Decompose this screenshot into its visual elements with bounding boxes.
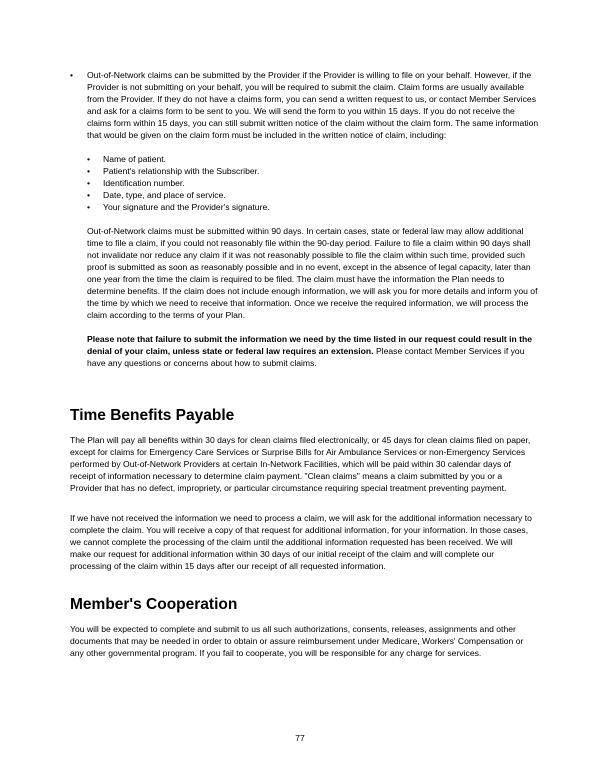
notice-bold-text: Please note that failure to submit the information we need by the time listed in our request could result in the denial of your claim, unless state or federal law requires an extension. — [87, 334, 533, 356]
bullet-icon: • — [87, 154, 91, 164]
claim-notice-paragraph — [87, 333, 540, 369]
list-item: • Patient's relationship with the Subscriber. — [87, 166, 260, 176]
section-heading-member-cooperation: Member's Cooperation — [70, 596, 238, 613]
member-cooperation-paragraph: You will be expected to complete and submit to us all such authorizations, consents, releases, assignments and other documents that may be needed in order to obtain or assure reimbursement under Medicare, Workers' Compensation or any other governmental program. If you fail to cooperate, you will be responsible for any charge for services. — [70, 624, 524, 658]
time-benefits-paragraph-1: The Plan will pay all benefits within 30 days for clean claims filed electronically, or 45 days for clean claims filed on paper, except for claims for Emergency Care Services or Surprise Bills for Air Ambulance Services or non-Emergency Services performed by Out-of-Network Providers at certain In-Network Facilities, which will be paid within 30 calendar days of receipt of information necessary to determine claim payment. "Clean claims" means a claim submitted by you or a Provider that has no defect, impropriety, or particular circumstance requiring special treatment preventing payment. — [70, 435, 531, 493]
section-heading-time-benefits: Time Benefits Payable — [70, 407, 235, 424]
list-item: • Date, type, and place of service. — [87, 190, 226, 200]
page-number: 77 — [295, 733, 305, 743]
claims-bullet-item — [70, 69, 540, 369]
bullet-icon: • — [87, 190, 91, 200]
claims-intro-text: Out-of-Network claims can be submitted by the Provider if the Provider is willing to file on your behalf. However, if the Provider is not submitting on your behalf, you will be required to submit the claim. Claim forms are usually available from the Provider. If they do not have a claims form, you can send a written request to us, or contact Member Services and ask for a claims form to be sent to you. We will send the form to you within 15 days. If you do not receive the claims form within 15 days, you can still submit written notice of the claim without the claim form. The same information that would be given on the claim form must be included in the written notice of claim, including: — [87, 70, 539, 140]
bullet-icon: • — [70, 70, 74, 80]
bullet-icon: • — [87, 178, 91, 188]
bullet-icon: • — [87, 166, 91, 176]
list-item: • Identification number. — [87, 178, 185, 188]
notice-regular-text: Please contact Member Services if you have any questions or concerns about how to submit claims. — [87, 346, 525, 368]
time-benefits-paragraph-2: If we have not received the information we need to process a claim, we will ask for the additional information necessary to complete the claim. You will receive a copy of that request for additional information, for your information. In those cases, we cannot complete the processing of the claim until the additional information requested has been received. We will make our request for additional information within 30 days of our initial receipt of the claim and will complete our processing of the claim within 15 days after our receipt of all requested information. — [70, 513, 532, 571]
bullet-icon: • — [87, 202, 91, 212]
claim-notice-requirements-list — [87, 153, 540, 213]
claim-deadline-paragraph: Out-of-Network claims must be submitted within 90 days. In certain cases, state or federal law may allow additional time to file a claim, if you could not reasonably file within the 90-day period. Failure to file a claim within 90 days shall not invalidate nor reduce any claim if it was not reasonably possible to file the claim within such time, provided such proof is submitted as soon as reasonably possible and in no event, except in the absence of legal capacity, later than one year from the time the claim is required to be filed. The claim must have the information the Plan needs to determine benefits. If the claim does not include enough information, we will ask you for more details and inform you of the time by which we need to receive that information. Once we receive the required information, we will process the claim according to the terms of your Plan. — [87, 226, 538, 320]
list-item: • Name of patient. — [87, 154, 167, 164]
list-item: • Your signature and the Provider's signature. — [87, 202, 270, 212]
